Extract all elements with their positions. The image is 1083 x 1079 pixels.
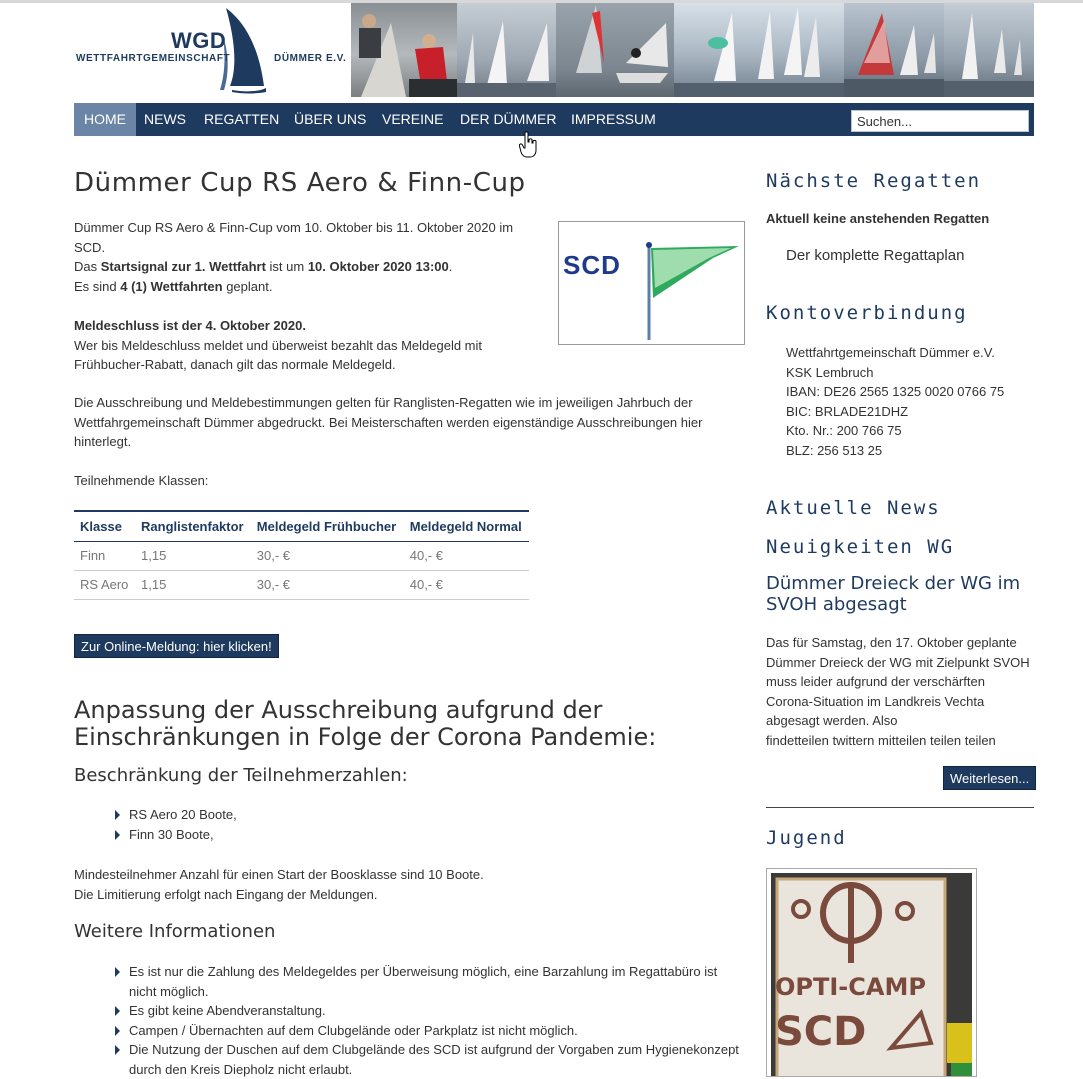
site-logo[interactable] (74, 6, 350, 96)
logo-abbreviation: WGD (171, 28, 227, 53)
sidebar-divider (766, 807, 1034, 808)
header-banner (351, 3, 1034, 97)
club-logo-image (558, 221, 745, 345)
bullet-icon (114, 1045, 121, 1055)
deadline-line-2: Frühbucher-Rabatt, danach gilt das normale Meldegeld. (74, 357, 396, 372)
list-item: Es gibt keine Abendveranstaltung. (112, 1001, 746, 1021)
list-item: Finn 30 Boote, (112, 825, 237, 845)
more-info-heading: Weitere Informationen (74, 921, 276, 942)
club-logo-text: SCD (563, 250, 621, 280)
list-item: Die Nutzung der Duschen auf dem Clubgelände des SCD ist aufgrund der Vorgaben zum Hygienekonzept durch den Kreis Diepholz nicht erlaubt. (112, 1040, 746, 1079)
regatta-plan-link[interactable]: Der komplette Regattaplan (786, 247, 965, 264)
flag-icon (643, 236, 743, 346)
sailboat-photo-1 (351, 3, 457, 97)
bullet-icon (114, 830, 121, 840)
limit-list (112, 805, 237, 844)
no-regattas-text: Aktuell keine anstehenden Regatten (766, 211, 990, 226)
more-info-list (112, 962, 746, 1079)
youth-image-text: OPTI-CAMP (775, 973, 926, 1001)
next-regattas-heading: Nächste Regatten (766, 170, 982, 192)
youth-heading: Jugend (766, 827, 847, 849)
search-input[interactable] (851, 110, 1029, 132)
deadline-title: Meldeschluss ist der 4. Oktober 2020. (74, 318, 306, 333)
list-item: Es ist nur die Zahlung des Meldegeldes per Überweisung möglich, eine Barzahlung im Regattabüro ist nicht möglich. (112, 962, 746, 1001)
intro-line-1: Dümmer Cup RS Aero & Finn-Cup vom 10. Oktober bis 11. Oktober 2020 im (74, 220, 514, 235)
account-details: Wettfahrtgemeinschaft Dümmer e.V. KSK Lembruch IBAN: DE26 2565 1325 0020 0766 75 BIC: BRLADE21DHZ Kto. Nr.: 200 766 75 BLZ: 256 513 25 (786, 345, 1005, 458)
table-header-meldegeld-fruehbucher: Meldegeld Frühbucher (251, 511, 404, 541)
page-title: Dümmer Cup RS Aero & Finn-Cup (74, 168, 526, 198)
nav-item-impressum[interactable]: IMPRESSUM (571, 111, 656, 127)
table-header-row (74, 511, 529, 541)
races-line: Es sind 4 (1) Wettfahrten geplant. (74, 278, 273, 294)
online-registration-button[interactable]: Zur Online-Meldung: hier klicken! (74, 634, 279, 658)
start-signal-line: Das Startsignal zur 1. Wettfahrt ist um 10. Oktober 2020 13:00. (74, 259, 453, 274)
bullet-icon (114, 967, 121, 977)
logo-name-right: DÜMMER E.V. (274, 53, 347, 64)
intro-line-2: SCD. (74, 239, 106, 255)
hand-pointer-icon (519, 131, 539, 159)
sailboat-photo-2 (457, 3, 556, 97)
deadline-line-1: Wer bis Meldeschluss meldet und überweist bezahlt das Meldegeld mit (74, 337, 483, 353)
sail-logo-icon (220, 6, 270, 94)
bullet-icon (114, 1006, 121, 1016)
youth-cake-image[interactable] (766, 868, 977, 1077)
bullet-icon (114, 1026, 121, 1036)
nav-item-news[interactable]: NEWS (144, 111, 186, 127)
minimum-paragraph: Mindesteilnehmer Anzahl für einen Start der Boosklasse sind 10 Boote. Die Limitierung erfolgt nach Eingang der Meldungen. (74, 867, 484, 902)
nav-item-vereine[interactable]: VEREINE (382, 111, 444, 127)
account-heading: Kontoverbindung (766, 302, 968, 324)
corona-heading: Anpassung der Ausschreibung aufgrund der Einschränkungen in Folge der Corona Pandemie: (74, 696, 657, 751)
deadline-paragraph (74, 316, 544, 375)
sailboat-photo-3 (556, 3, 674, 97)
table-header-meldegeld-normal: Meldegeld Normal (404, 511, 529, 541)
news-heading: Aktuelle News (766, 497, 941, 519)
sailboat-photo-4 (674, 3, 844, 97)
read-more-button[interactable]: Weiterlesen... (943, 766, 1036, 790)
nav-item-regatten[interactable]: REGATTEN (204, 111, 280, 127)
list-item: Campen / Übernachten auf dem Clubgelände oder Parkplatz ist nicht möglich. (112, 1021, 746, 1041)
svg-text:SCD: SCD (775, 1009, 867, 1055)
limit-heading: Beschränkung der Teilnehmerzahlen: (74, 765, 408, 786)
bullet-icon (114, 810, 121, 820)
cake-photo-icon (771, 873, 972, 1077)
nav-item-home[interactable]: HOME (74, 103, 136, 136)
table-header-ranglistenfaktor: Ranglistenfaktor (135, 511, 251, 541)
sailboat-photo-6 (944, 3, 1034, 97)
table-row: Finn 1,15 30,- € 40,- € (74, 541, 529, 570)
intro-paragraph (74, 218, 544, 296)
sailboat-photo-5 (844, 3, 944, 97)
news-article-text: Das für Samstag, den 17. Oktober geplante Dümmer Dreieck der WG mit Zielpunkt SVOH muss leider aufgrund der verschärften Corona-Situation im Landkreis Vechta abgesagt werden. Also findetteilen twittern mitteilen teilen teilen (766, 635, 1030, 748)
table-header-klasse: Klasse (74, 511, 135, 541)
nav-item-ueber-uns[interactable]: ÜBER UNS (294, 111, 367, 127)
table-row: RS Aero 1,15 30,- € 40,- € (74, 570, 529, 599)
logo-name-left: WETTFAHRTGEMEINSCHAFT (76, 53, 231, 64)
classes-table (74, 510, 529, 600)
classes-label: Teilnehmende Klassen: (74, 473, 209, 488)
nav-item-der-duemmer[interactable]: DER DÜMMER (460, 111, 557, 127)
news-article-title[interactable]: Dümmer Dreieck der WG im SVOH abgesagt (766, 573, 1021, 615)
list-item: RS Aero 20 Boote, (112, 805, 237, 825)
news-subheading: Neuigkeiten WG (766, 536, 955, 558)
rules-paragraph: Die Ausschreibung und Meldebestimmungen gelten für Ranglisten-Regatten wie im jeweiligen Jahrbuch der Wettfahrgemeinschaft Dümmer abgedruckt. Bei Meisterschaften werden eigenständige Ausschreibungen hier hinterlegt. (74, 395, 703, 449)
main-navigation (74, 103, 1034, 136)
